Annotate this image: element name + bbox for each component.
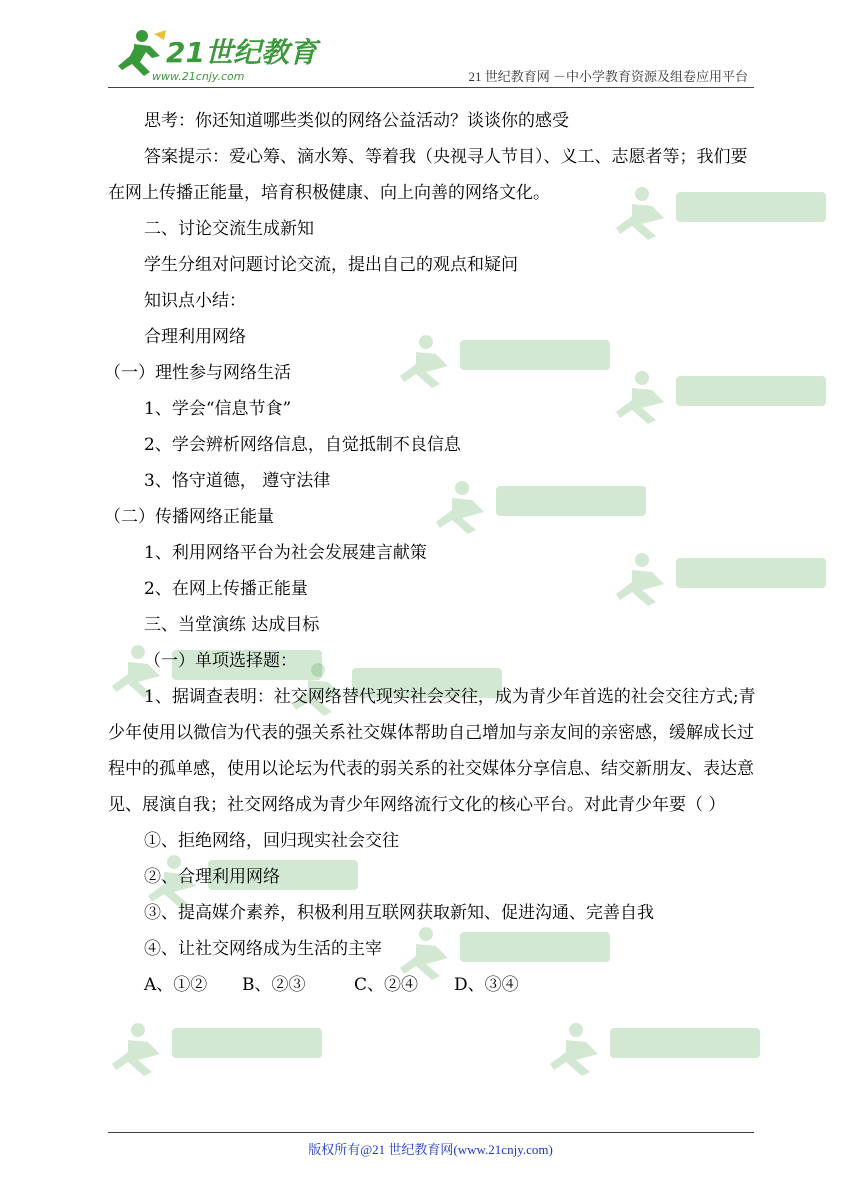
option-d: D、③④	[454, 975, 519, 995]
discussion-text: 学生分组对问题讨论交流，提出自己的观点和疑问	[144, 255, 518, 275]
list-item: 3、恪守道德， 遵守法律	[144, 471, 331, 491]
logo-brand-text: 21世纪教育	[166, 36, 317, 69]
logo-url-text: www.21cnjy.com	[152, 70, 245, 83]
header-divider	[108, 87, 754, 88]
section-heading-3: 三、当堂演练 达成目标	[144, 615, 320, 635]
page-header	[108, 22, 754, 86]
statement-item: ③、提高媒介素养，积极利用互联网获取新知、促进沟通、完善自我	[144, 903, 654, 923]
answer-hint: 答案提示：爱心筹、滴水筹、等着我（央视寻人节目）、义工、志愿者等；我们要在网上传播正能量，培育积极健康、向上向善的网络文化。	[108, 147, 748, 203]
runner-logo-icon	[108, 26, 317, 84]
statement-item: ④、让社交网络成为生活的主宰	[144, 939, 382, 959]
answer-options	[108, 967, 758, 1003]
footer-copyright-link[interactable]: 版权所有@21 世纪教育网(www.21cnjy.com)	[308, 1142, 553, 1157]
question-text: 1、据调查表明：社交网络替代现实社会交往，成为青少年首选的社会交往方式;青少年使用以微信为代表的强关系社交媒体帮助自己增加与亲友间的亲密感，缓解成长过程中的孤单感，使用以论坛为代表的弱关系的社交媒体分享信息、结交新朋友、表达意见、展演自我；社交网络成为青少年网络流行文化的核心平台。对此青少年要（ ）	[108, 687, 756, 815]
option-c: C、②④	[354, 975, 419, 995]
statement-item: ②、合理利用网络	[144, 867, 280, 887]
subsection-heading-2: （二）传播网络正能量	[104, 507, 274, 527]
site-title: 21 世纪教育网 －中小学教育资源及组卷应用平台	[468, 69, 748, 84]
site-logo	[108, 26, 317, 84]
subsection-heading-1: （一）理性参与网络生活	[104, 363, 291, 383]
topic-title: 合理利用网络	[144, 327, 246, 347]
document-body	[104, 103, 758, 1003]
watermark-logo-icon	[108, 1010, 338, 1080]
list-item: 1、利用网络平台为社会发展建言献策	[144, 543, 427, 563]
statement-item: ①、拒绝网络，回归现实社会交往	[144, 831, 399, 851]
summary-label: 知识点小结：	[144, 291, 246, 311]
option-b: B、②③	[242, 975, 306, 995]
option-a: A、①②	[144, 975, 208, 995]
mc-label: （一）单项选择题：	[144, 651, 297, 671]
list-item: 2、学会辨析网络信息，自觉抵制不良信息	[144, 435, 461, 455]
watermark-logo-icon	[546, 1010, 776, 1080]
list-item: 2、在网上传播正能量	[144, 579, 308, 599]
list-item: 1、学会“信息节食”	[144, 399, 292, 419]
footer-divider	[108, 1132, 754, 1133]
section-heading-2: 二、讨论交流生成新知	[144, 219, 314, 239]
think-prompt: 思考：你还知道哪些类似的网络公益活动？谈谈你的感受	[144, 111, 569, 131]
